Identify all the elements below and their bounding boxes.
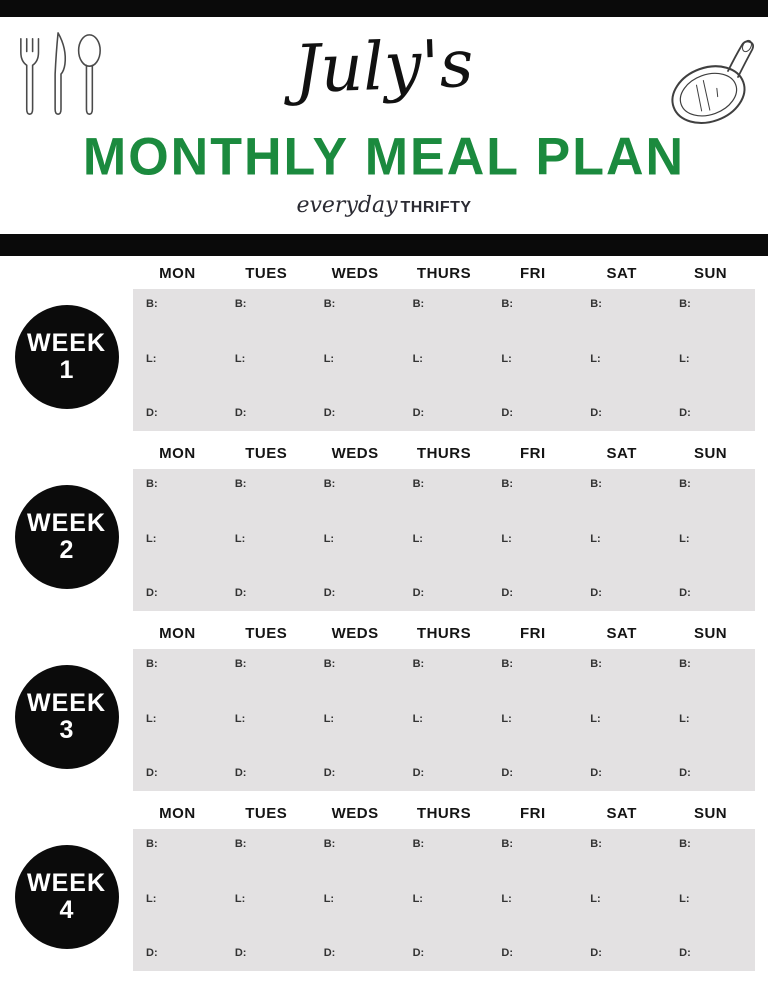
meal-label-dinner: D:: [679, 767, 691, 779]
meal-label-lunch: L:: [590, 352, 601, 365]
day-header-mon: MON: [159, 804, 196, 822]
meal-cell-mon: [133, 829, 222, 971]
day-header-sun: SUN: [693, 264, 728, 282]
week-section-4: [0, 801, 768, 981]
meal-cell-thurs: [400, 469, 489, 611]
day-header-thurs: THURS: [416, 624, 472, 642]
meal-label-lunch: L:: [501, 352, 512, 365]
meal-cell-tues: [222, 649, 311, 791]
day-header-sun: SUN: [693, 444, 728, 462]
week-body: [0, 469, 768, 611]
meal-label-breakfast: B:: [146, 838, 158, 850]
meal-label-lunch: L:: [323, 532, 335, 545]
meal-label-dinner: D:: [323, 947, 336, 959]
meal-label-breakfast: B:: [323, 298, 336, 310]
day-header-weds: WEDS: [331, 804, 379, 822]
meal-label-lunch: L:: [412, 712, 423, 725]
brand-logo-bold: THRIFTY: [400, 199, 472, 216]
meal-cell-sun: [666, 649, 755, 791]
meal-cell-tues: [222, 289, 311, 431]
meal-label-lunch: L:: [234, 532, 246, 545]
meal-cell-thurs: [400, 829, 489, 971]
brand-logo: [0, 193, 768, 218]
meal-cell-weds: [311, 289, 400, 431]
meal-label-breakfast: B:: [323, 658, 336, 670]
day-header-tues: TUES: [245, 444, 288, 462]
meal-label-breakfast: B:: [412, 838, 425, 850]
meal-label-dinner: D:: [412, 407, 425, 419]
day-header-row: [133, 261, 755, 285]
meal-cell-fri: [488, 469, 577, 611]
week-badge: [15, 665, 119, 769]
day-header-sat: SAT: [606, 444, 637, 462]
meal-label-dinner: D:: [501, 407, 514, 419]
meal-label-dinner: D:: [590, 767, 602, 779]
frying-pan-icon: [660, 31, 762, 133]
meal-label-breakfast: B:: [234, 838, 247, 850]
meal-label-dinner: D:: [679, 947, 691, 959]
meal-cell-sat: [577, 649, 666, 791]
week-badge-number: 1: [59, 356, 74, 384]
week-badge-word: WEEK: [27, 508, 106, 537]
meal-label-breakfast: B:: [679, 298, 691, 310]
day-header-sun: SUN: [693, 624, 728, 642]
meal-grid: [133, 649, 755, 791]
meal-label-lunch: L:: [412, 352, 423, 365]
meal-grid: [133, 289, 755, 431]
meal-cell-tues: [222, 829, 311, 971]
meal-cell-mon: [133, 289, 222, 431]
meal-label-lunch: L:: [590, 532, 601, 545]
day-header-fri: FRI: [520, 804, 546, 822]
day-header-sat: SAT: [606, 804, 637, 822]
meal-grid: [133, 829, 755, 971]
day-header-mon: MON: [159, 624, 196, 642]
day-header-fri: FRI: [520, 444, 546, 462]
meal-label-lunch: L:: [590, 892, 601, 905]
meal-label-breakfast: B:: [412, 298, 425, 310]
meal-label-dinner: D:: [590, 587, 602, 599]
meal-label-lunch: L:: [323, 892, 335, 905]
meal-label-lunch: L:: [679, 712, 690, 725]
meal-label-dinner: D:: [590, 407, 602, 419]
meal-cell-weds: [311, 649, 400, 791]
day-header-weds: WEDS: [331, 624, 379, 642]
meal-label-breakfast: B:: [323, 838, 336, 850]
brand-logo-script: everyday: [296, 193, 398, 218]
week-body: [0, 649, 768, 791]
meal-label-lunch: L:: [146, 352, 157, 365]
meal-cell-fri: [488, 289, 577, 431]
meal-label-dinner: D:: [323, 767, 336, 779]
meal-label-dinner: D:: [234, 407, 247, 419]
meal-label-dinner: D:: [234, 587, 247, 599]
meal-label-breakfast: B:: [146, 478, 158, 490]
meal-label-dinner: D:: [501, 947, 514, 959]
day-header-sat: SAT: [606, 264, 637, 282]
meal-label-breakfast: B:: [501, 838, 514, 850]
day-header-mon: MON: [159, 264, 196, 282]
week-badge-word: WEEK: [27, 328, 106, 357]
meal-label-breakfast: B:: [412, 658, 425, 670]
meal-cell-sat: [577, 829, 666, 971]
day-header-thurs: THURS: [416, 444, 472, 462]
day-header-fri: FRI: [520, 624, 546, 642]
meal-label-dinner: D:: [234, 947, 247, 959]
meal-label-breakfast: B:: [679, 658, 691, 670]
meal-label-lunch: L:: [234, 712, 246, 725]
day-header-tues: TUES: [245, 264, 288, 282]
meal-label-breakfast: B:: [679, 478, 691, 490]
meal-label-lunch: L:: [501, 712, 512, 725]
meal-label-breakfast: B:: [234, 298, 247, 310]
meal-label-lunch: L:: [146, 712, 157, 725]
day-header-tues: TUES: [245, 624, 288, 642]
meal-label-breakfast: B:: [679, 838, 691, 850]
meal-label-dinner: D:: [146, 767, 158, 779]
week-section-3: [0, 621, 768, 801]
day-header-mon: MON: [159, 444, 196, 462]
meal-label-lunch: L:: [679, 532, 690, 545]
week-section-1: [0, 261, 768, 441]
meal-label-dinner: D:: [234, 767, 247, 779]
day-header-tues: TUES: [245, 804, 288, 822]
meal-label-breakfast: B:: [590, 838, 602, 850]
meal-cell-fri: [488, 829, 577, 971]
week-circle-column: [0, 289, 133, 431]
meal-label-breakfast: B:: [501, 298, 514, 310]
meal-label-dinner: D:: [679, 407, 691, 419]
meal-label-lunch: L:: [234, 352, 246, 365]
meal-label-breakfast: B:: [590, 478, 602, 490]
week-badge: [15, 305, 119, 409]
day-header-weds: WEDS: [331, 444, 379, 462]
meal-label-dinner: D:: [323, 587, 336, 599]
meal-label-lunch: L:: [679, 352, 690, 365]
week-body: [0, 829, 768, 971]
meal-label-dinner: D:: [412, 587, 425, 599]
meal-label-breakfast: B:: [590, 658, 602, 670]
meal-cell-sun: [666, 829, 755, 971]
week-badge: [15, 485, 119, 589]
day-header-row: [133, 621, 755, 645]
day-header-sun: SUN: [693, 804, 728, 822]
week-section-2: [0, 441, 768, 621]
meal-cell-thurs: [400, 289, 489, 431]
week-badge: [15, 845, 119, 949]
meal-label-dinner: D:: [679, 587, 691, 599]
meal-label-lunch: L:: [146, 892, 157, 905]
meal-label-breakfast: B:: [323, 478, 336, 490]
meal-label-lunch: L:: [234, 892, 246, 905]
meal-label-dinner: D:: [590, 947, 602, 959]
week-badge-word: WEEK: [27, 688, 106, 717]
meal-cell-mon: [133, 469, 222, 611]
meal-cell-weds: [311, 469, 400, 611]
meal-cell-sun: [666, 289, 755, 431]
meal-label-breakfast: B:: [146, 298, 158, 310]
meal-label-breakfast: B:: [234, 478, 247, 490]
meal-label-dinner: D:: [412, 947, 425, 959]
meal-label-dinner: D:: [501, 767, 514, 779]
meal-label-breakfast: B:: [501, 658, 514, 670]
day-header-sat: SAT: [606, 624, 637, 642]
week-circle-column: [0, 829, 133, 971]
week-badge-word: WEEK: [27, 868, 106, 897]
meal-cell-sat: [577, 289, 666, 431]
meal-cell-mon: [133, 649, 222, 791]
week-body: [0, 289, 768, 431]
day-header-weds: WEDS: [331, 264, 379, 282]
meal-label-lunch: L:: [412, 892, 423, 905]
meal-label-breakfast: B:: [501, 478, 514, 490]
page-title: MONTHLY MEAL PLAN: [82, 127, 686, 187]
meal-label-breakfast: B:: [590, 298, 602, 310]
month-title: July's: [292, 24, 475, 109]
meal-label-dinner: D:: [146, 947, 158, 959]
meal-cell-fri: [488, 649, 577, 791]
meal-cell-sun: [666, 469, 755, 611]
week-badge-number: 2: [59, 536, 74, 564]
meal-label-lunch: L:: [412, 532, 423, 545]
meal-label-lunch: L:: [590, 712, 601, 725]
meal-label-dinner: D:: [146, 587, 158, 599]
meal-label-dinner: D:: [501, 587, 514, 599]
week-badge-number: 4: [59, 896, 74, 924]
meal-label-dinner: D:: [323, 407, 336, 419]
meal-label-dinner: D:: [146, 407, 158, 419]
day-header-row: [133, 441, 755, 465]
divider-black-bar: [0, 234, 768, 256]
meal-cell-tues: [222, 469, 311, 611]
meal-label-breakfast: B:: [412, 478, 425, 490]
meal-label-lunch: L:: [146, 532, 157, 545]
meal-label-dinner: D:: [412, 767, 425, 779]
meal-label-lunch: L:: [323, 712, 335, 725]
meal-grid: [133, 469, 755, 611]
day-header-fri: FRI: [520, 264, 546, 282]
week-circle-column: [0, 649, 133, 791]
day-header-thurs: THURS: [416, 804, 472, 822]
page-header: [0, 17, 768, 234]
meal-label-lunch: L:: [323, 352, 335, 365]
day-header-row: [133, 801, 755, 825]
meal-cell-thurs: [400, 649, 489, 791]
meal-label-lunch: L:: [679, 892, 690, 905]
day-header-thurs: THURS: [416, 264, 472, 282]
meal-label-breakfast: B:: [234, 658, 247, 670]
week-badge-number: 3: [59, 716, 74, 744]
meal-label-lunch: L:: [501, 892, 512, 905]
meal-cell-weds: [311, 829, 400, 971]
meal-cell-sat: [577, 469, 666, 611]
meal-label-lunch: L:: [501, 532, 512, 545]
week-circle-column: [0, 469, 133, 611]
weeks-container: [0, 256, 768, 981]
meal-label-breakfast: B:: [146, 658, 158, 670]
